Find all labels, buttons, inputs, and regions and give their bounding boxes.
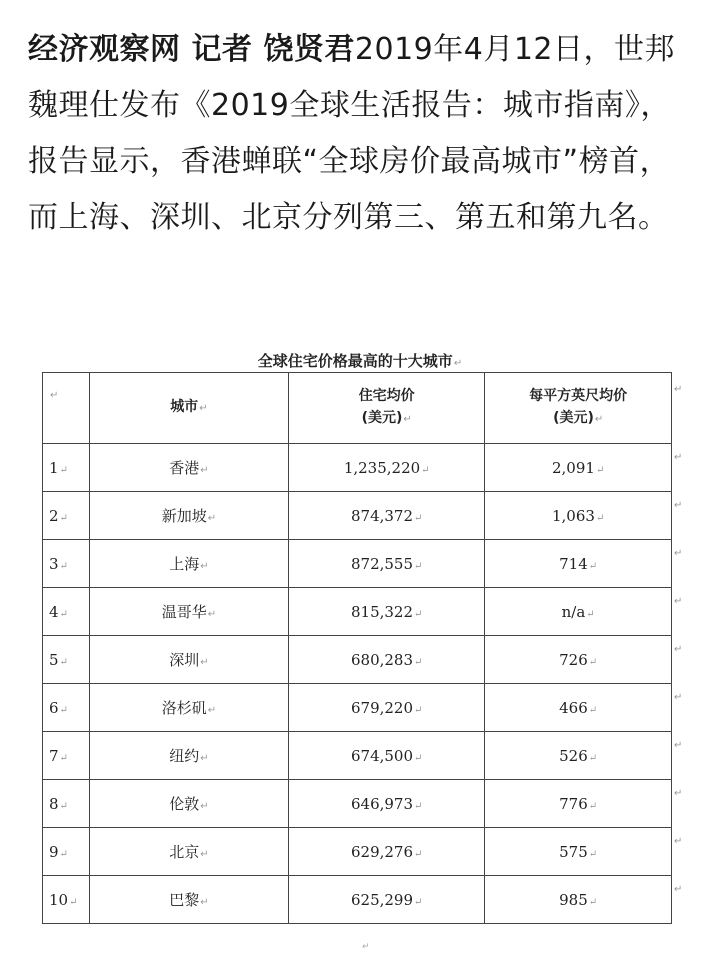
paragraph-mark-icon: ↵: [200, 849, 209, 860]
header-sqft: [485, 373, 672, 444]
price-cell-text: 625,299: [350, 890, 414, 909]
paragraph-mark-icon: ↵: [588, 704, 598, 716]
article-body: 2019年4月12日，世邦魏理仕发布《2019全球生活报告：城市指南》，报告显示，香港蝉联“全球房价最高城市”榜首，而上海、深圳、北京分列第三、第五和第九名。: [28, 32, 675, 235]
header-sqft-line2-wrap: [485, 407, 671, 431]
rank-cell-text: 6: [49, 698, 59, 717]
rank-cell-text: 8: [49, 794, 59, 813]
header-sqft-line1: 每平方英尺均价: [529, 388, 628, 404]
city-cell-text: 香港: [169, 459, 200, 477]
sqft-cell: [485, 492, 672, 540]
paragraph-mark-icon: ↵: [674, 835, 683, 847]
price-cell-text: 629,276: [350, 842, 414, 861]
city-cell: [89, 876, 288, 924]
sqft-cell-text: 776: [559, 794, 588, 813]
price-cell-text: 646,973: [350, 794, 414, 813]
city-cell-text: 伦敦: [169, 795, 200, 813]
paragraph-mark-icon: ↵: [588, 656, 598, 668]
paragraph-mark-icon: ↵: [674, 384, 683, 395]
table-row: [43, 876, 672, 924]
sqft-cell: [485, 540, 672, 588]
paragraph-mark-icon: ↵: [674, 547, 683, 559]
rank-cell-text: 9: [49, 842, 59, 861]
table-row: [43, 828, 672, 876]
table-body: [43, 444, 672, 924]
price-cell: [289, 876, 485, 924]
price-cell: [289, 684, 485, 732]
price-cell: [289, 636, 485, 684]
table-row: [43, 588, 672, 636]
rank-cell-text: 7: [49, 746, 59, 765]
paragraph-mark-icon: ↵: [588, 560, 598, 572]
rank-cell: [43, 636, 90, 684]
rank-cell: [43, 540, 90, 588]
paragraph-mark-icon: ↵: [59, 512, 68, 524]
city-cell: [89, 444, 288, 492]
header-price-line2-wrap: [289, 407, 484, 431]
rank-cell: [43, 732, 90, 780]
table-row: [43, 684, 672, 732]
sqft-cell: [485, 876, 672, 924]
paragraph-mark-icon: ↵: [414, 656, 423, 668]
paragraph-mark-icon: ↵: [588, 896, 598, 908]
paragraph-mark-icon: ↵: [414, 608, 423, 620]
paragraph-mark-icon: ↵: [414, 704, 423, 716]
rank-cell: [43, 444, 90, 492]
sqft-cell-text: 985: [559, 890, 588, 909]
city-cell-text: 巴黎: [169, 891, 200, 909]
rank-cell: [43, 684, 90, 732]
paragraph-mark-icon: ↵: [594, 414, 604, 425]
city-cell: [89, 492, 288, 540]
rank-cell: [43, 780, 90, 828]
rank-cell: [43, 492, 90, 540]
row-end-marks: [674, 372, 688, 913]
paragraph-mark-icon: ↵: [414, 800, 423, 812]
city-cell: [89, 828, 288, 876]
rank-cell-text: 3: [49, 554, 59, 573]
paragraph-mark-icon: ↵: [200, 657, 209, 668]
price-cell: [289, 780, 485, 828]
header-price-line2: (美元): [361, 410, 403, 426]
sqft-cell: [485, 732, 672, 780]
paragraph-mark-icon: ↵: [200, 753, 209, 764]
city-cell-text: 新加坡: [161, 507, 207, 525]
paragraph-mark-icon: ↵: [588, 752, 598, 764]
city-cell-text: 温哥华: [161, 603, 207, 621]
paragraph-mark-icon: ↵: [674, 787, 683, 799]
sqft-cell-text: 466: [559, 698, 588, 717]
price-cell-text: 1,235,220: [343, 458, 421, 477]
city-cell: [89, 540, 288, 588]
paragraph-mark-icon: ↵: [453, 358, 463, 369]
sqft-cell: [485, 588, 672, 636]
paragraph-mark-icon: ↵: [588, 848, 598, 860]
paragraph-mark-icon: ↵: [207, 609, 217, 620]
sqft-cell-text: 1,063: [551, 506, 595, 525]
price-cell-text: 680,283: [350, 650, 414, 669]
paragraph-mark-icon: ↵: [59, 704, 68, 716]
table-row: [43, 444, 672, 492]
city-cell-text: 纽约: [169, 747, 200, 765]
rank-cell: [43, 588, 90, 636]
header-price-line1: 住宅均价: [358, 388, 415, 404]
paragraph-mark-icon: ↵: [674, 883, 683, 895]
rank-cell-text: 4: [49, 602, 59, 621]
header-sqft-line2: (美元): [553, 410, 594, 426]
paragraph-mark-icon: ↵: [50, 390, 59, 401]
sqft-cell-text: 714: [559, 554, 588, 573]
city-cell-text: 上海: [169, 555, 200, 573]
paragraph-mark-icon: ↵: [421, 464, 430, 476]
sqft-cell: [485, 780, 672, 828]
table-row: [43, 492, 672, 540]
rank-cell-text: 10: [49, 890, 69, 909]
price-cell-text: 874,372: [350, 506, 414, 525]
article-source: 经济观察网 记者 饶贤君: [28, 32, 355, 67]
paragraph-mark-icon: ↵: [59, 656, 68, 668]
table-row: [43, 540, 672, 588]
paragraph-mark-icon: ↵: [674, 451, 683, 463]
sqft-cell: [485, 684, 672, 732]
sqft-cell: [485, 636, 672, 684]
paragraph-mark-icon: ↵: [69, 896, 78, 908]
paragraph-mark-icon: ↵: [586, 608, 595, 620]
city-cell-text: 深圳: [169, 651, 200, 669]
paragraph-mark-icon: ↵: [674, 595, 683, 607]
table-title-text: 全球住宅价格最高的十大城市: [257, 352, 453, 370]
rank-cell-text: 5: [49, 650, 59, 669]
paragraph-mark-icon: ↵: [59, 608, 68, 620]
price-cell-text: 674,500: [350, 746, 414, 765]
city-cell: [89, 636, 288, 684]
city-cell: [89, 732, 288, 780]
paragraph-mark-icon: ↵: [200, 801, 209, 812]
city-cell-text: 北京: [169, 843, 200, 861]
paragraph-mark-icon: ↵: [588, 800, 598, 812]
city-cell: [89, 780, 288, 828]
table-header-row: [43, 373, 672, 444]
paragraph-mark-icon: ↵: [59, 560, 68, 572]
sqft-cell-text: 526: [559, 746, 588, 765]
paragraph-mark-icon: ↵: [595, 512, 605, 524]
rank-cell-text: 1: [49, 458, 59, 477]
city-cell: [89, 588, 288, 636]
paragraph-mark-icon: ↵: [59, 848, 68, 860]
table-row: [43, 732, 672, 780]
paragraph-mark-icon: ↵: [200, 897, 209, 908]
rank-cell-text: 2: [49, 506, 59, 525]
price-cell: [289, 540, 485, 588]
header-rank: [43, 373, 90, 444]
paragraph-mark-icon: ↵: [59, 800, 68, 812]
table-row: [43, 780, 672, 828]
sqft-cell: [485, 828, 672, 876]
paragraph-mark-icon: ↵: [674, 499, 683, 511]
price-cell: [289, 492, 485, 540]
sqft-cell-text: 2,091: [551, 458, 595, 477]
table-row: [43, 636, 672, 684]
paragraph-mark-icon: ↵: [414, 752, 423, 764]
paragraph-mark-icon: ↵: [674, 691, 683, 703]
city-price-table: [42, 372, 672, 924]
paragraph-mark-icon: ↵: [674, 739, 683, 751]
rank-cell: [43, 876, 90, 924]
rank-cell: [43, 828, 90, 876]
price-cell: [289, 828, 485, 876]
sqft-cell-text: 575: [559, 842, 588, 861]
price-cell: [289, 732, 485, 780]
paragraph-mark-icon: ↵: [207, 513, 217, 524]
city-cell: [89, 684, 288, 732]
paragraph-mark-icon: ↵: [414, 896, 423, 908]
header-city-text: 城市: [170, 399, 199, 415]
price-cell-text: 872,555: [350, 554, 414, 573]
paragraph-mark-icon: ↵: [199, 403, 208, 414]
table-title: [0, 350, 720, 371]
sqft-cell-text: n/a: [561, 602, 586, 621]
header-price: [289, 373, 485, 444]
header-city: [89, 373, 288, 444]
paragraph-mark-icon: ↵: [200, 465, 209, 476]
price-cell-text: 815,322: [350, 602, 414, 621]
price-cell-text: 679,220: [350, 698, 414, 717]
sqft-cell-text: 726: [559, 650, 588, 669]
paragraph-mark-icon: ↵: [207, 705, 217, 716]
paragraph-mark-icon: ↵: [59, 464, 68, 476]
paragraph-mark-icon: ↵: [59, 752, 68, 764]
price-cell: [289, 588, 485, 636]
paragraph-mark-icon: ↵: [200, 561, 209, 572]
city-cell-text: 洛杉矶: [161, 699, 207, 717]
paragraph-mark-icon: ↵: [595, 464, 605, 476]
paragraph-mark-icon: ↵: [362, 942, 370, 952]
sqft-cell: [485, 444, 672, 492]
paragraph-mark-icon: ↵: [403, 414, 412, 425]
article-intro: [28, 22, 694, 246]
paragraph-mark-icon: ↵: [414, 560, 423, 572]
paragraph-mark-icon: ↵: [414, 848, 423, 860]
paragraph-mark-icon: ↵: [414, 512, 423, 524]
paragraph-mark-icon: ↵: [674, 643, 683, 655]
price-cell: [289, 444, 485, 492]
